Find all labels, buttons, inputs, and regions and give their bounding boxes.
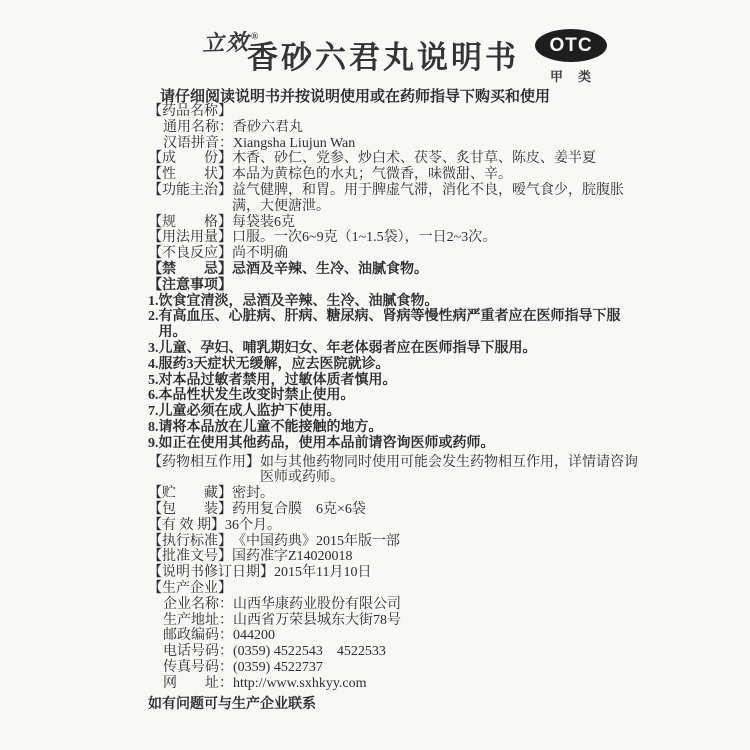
section-specification [148,215,645,231]
section-storage [148,486,645,502]
field-label: 汉语拼音： [163,135,233,151]
precaution-item [148,294,645,310]
section-label: 【禁 忌】 [148,261,232,277]
precaution-item [148,388,645,404]
section-label: 【有 效 期】 [148,517,225,533]
item-text: 有高血压、心脏病、肝病、糖尿病、肾病等慢性病严重者应在医师指导下服用。 [158,309,621,341]
field-label: 传真号码： [163,659,233,675]
precaution-item [148,341,645,357]
section-text: 尚不明确 [232,246,288,262]
section-text: 密封。 [232,486,274,502]
precaution-item [148,420,645,436]
section-validity [148,518,645,534]
otc-logo-icon: OTC [535,29,607,62]
section-label: 【功能主治】 [148,182,232,198]
precaution-item [148,404,645,420]
section-label: 【生产企业】 [148,580,232,596]
section-text: 36个月。 [225,517,281,533]
otc-category-label: 甲 类 [549,69,592,84]
section-dosage [148,230,645,246]
item-text: 对本品过敏者禁用，过敏体质者慎用。 [158,372,397,388]
pinyin-row [148,136,645,152]
section-precautions-header [148,278,645,294]
company-zip-row [148,628,645,644]
field-value: (0359) 4522737 [233,659,323,675]
generic-name-row [148,120,645,136]
contact-note [148,697,645,713]
otc-badge [533,29,609,85]
section-contraindications [148,262,645,278]
page-title: 香砂六君丸说明书 [247,40,519,75]
item-number: 7. [148,404,159,420]
usage-notice: 请仔细阅读说明书并按说明使用或在药师指导下购买和使用 [160,89,551,105]
item-number: 4. [148,356,159,372]
company-website-row [148,676,645,692]
field-value: http://www.sxhkyy.com [233,675,367,691]
section-label: 【用法用量】 [148,230,232,246]
section-standard [148,534,645,550]
section-label: 【不良反应】 [148,246,232,262]
field-label: 邮政编码： [163,628,233,644]
item-number: 8. [148,419,159,435]
section-label: 【贮 藏】 [148,486,232,502]
section-text: 如与其他药物同时使用可能会发生药物相互作用，详情请咨询医师或药师。 [260,454,638,486]
field-value: (0359) 4522543 4522533 [233,644,386,660]
precaution-item [148,309,645,341]
section-label: 【性 状】 [148,167,232,183]
field-label: 企业名称： [163,596,233,612]
item-number: 5. [148,372,159,388]
item-number: 3. [148,340,159,356]
item-number: 6. [148,388,159,404]
field-value: 山西华康药业股份有限公司 [233,596,401,612]
section-label: 【药品名称】 [148,104,232,119]
field-value: 044200 [233,628,275,644]
precaution-item [148,373,645,389]
item-text: 本品性状发生改变时禁止使用。 [158,388,355,404]
field-value: 香砂六君丸 [233,119,303,135]
company-fax-row [148,660,645,676]
insert-body [148,104,645,713]
section-text: 药用复合膜 6克×6袋 [232,501,366,517]
section-character [148,167,645,183]
field-label: 网 址： [163,675,233,691]
section-label: 【药物相互作用】 [148,454,260,470]
section-package [148,502,645,518]
section-indications [148,183,645,215]
section-text: 木香、砂仁、党参、炒白术、茯苓、炙甘草、陈皮、姜半夏 [232,151,596,167]
field-label: 通用名称： [163,119,233,135]
precaution-item [148,357,645,373]
section-text: 每袋装6克 [232,214,295,230]
field-value: Xiangsha Liujun Wan [233,135,356,151]
section-label: 【规 格】 [148,214,232,230]
section-text: 2015年11月10日 [274,565,372,581]
section-text: 国药准字Z14020018 [232,549,353,565]
section-label: 【说明书修订日期】 [148,565,274,581]
brand-name: 立效 [201,29,251,56]
item-text: 儿童、孕妇、哺乳期妇女、年老体弱者应在医师指导下服用。 [158,340,537,356]
section-ingredients [148,151,645,167]
section-approval-number [148,549,645,565]
section-label: 【执行标准】 [148,533,232,549]
item-number: 9. [148,435,159,451]
company-address-row [148,613,645,629]
item-text: 饮食宜清淡，忌酒及辛辣、生冷、油腻食物。 [158,293,439,309]
item-number: 2. [148,309,159,325]
contact-note-text: 如有问题可与生产企业联系 [148,697,316,713]
section-text: 《中国药典》2015年版一部 [232,533,400,549]
section-drug-name [148,104,645,120]
section-adverse-reactions [148,246,645,262]
registered-trademark-mark: ® [250,30,259,42]
field-label: 电话号码： [163,644,233,660]
item-text: 儿童必须在成人监护下使用。 [158,404,341,420]
item-text: 请将本品放在儿童不能接触的地方。 [158,419,383,435]
precaution-item [148,436,645,452]
section-label: 【成 份】 [148,151,232,167]
company-phone-row [148,644,645,660]
company-name-row [148,597,645,613]
field-label: 生产地址： [163,612,233,628]
section-revision-date [148,565,645,581]
item-number: 1. [148,293,159,309]
section-label: 【注意事项】 [148,277,232,293]
field-value: 山西省万荣县城东大街78号 [233,612,401,628]
section-interactions [148,455,645,487]
section-text: 口服。一次6~9克（1~1.5袋），一日2~3次。 [232,230,497,246]
item-text: 服药3天症状无缓解，应去医院就诊。 [158,356,390,372]
item-text: 如正在使用其他药品，使用本品前请咨询医师或药师。 [158,435,495,451]
section-text: 本品为黄棕色的水丸；气微香，味微甜、辛。 [232,167,512,183]
section-text: 益气健脾，和胃。用于脾虚气滞，消化不良，嗳气食少，脘腹胀满，大便溏泄。 [232,182,624,214]
section-label: 【包 装】 [148,501,232,517]
section-manufacturer-header [148,581,645,597]
section-label: 【批准文号】 [148,549,232,565]
section-text: 忌酒及辛辣、生冷、油腻食物。 [232,261,428,277]
